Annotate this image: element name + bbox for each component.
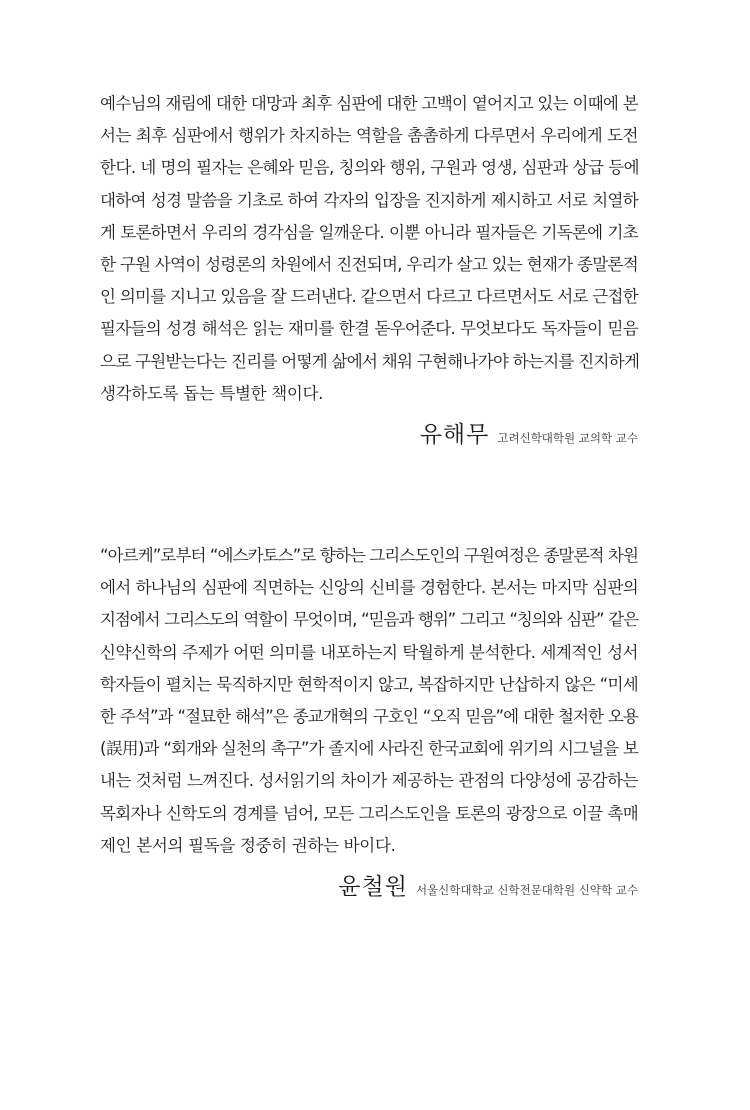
paragraph-line: (誤用)과 “회개와 실천의 촉구”가 졸지에 사라진 한국교회에 위기의 시그널을 보 bbox=[100, 739, 638, 759]
author-title: 서울신학대학교 신학전문대학원 신약학 교수 bbox=[415, 882, 638, 897]
author-name: 윤철원 bbox=[338, 873, 408, 900]
signature bbox=[100, 868, 638, 901]
paragraph-line: “아르케”로부터 “에스카토스”로 향하는 그리스도인의 구원여정은 종말론적 차원 bbox=[100, 546, 638, 565]
paragraph-line: 신약신학의 주제가 어떤 의미를 내포하는지 탁월하게 분석한다. 세계적인 성서 bbox=[100, 642, 638, 662]
endorsement-yoo-haemu bbox=[100, 88, 638, 449]
paragraph-line: 필자들의 성경 해석은 읽는 재미를 한결 돋우어준다. 무엇보다도 독자들이 믿음 bbox=[100, 319, 638, 339]
paragraph-line: 목회자나 신학도의 경계를 넘어, 모든 그리스도인을 토론의 광장으로 이끌 촉매 bbox=[100, 803, 638, 823]
paragraph-line: 내는 것처럼 느껴진다. 성서읽기의 차이가 제공하는 관점의 다양성에 공감하는 bbox=[100, 771, 638, 791]
author-title: 고려신학대학원 교의학 교수 bbox=[497, 430, 638, 445]
paragraph-line: 서는 최후 심판에서 행위가 차지하는 역할을 촘촘하게 다루면서 우리에게 도전 bbox=[100, 126, 638, 146]
paragraph-line: 게 토론하면서 우리의 경각심을 일깨운다. 이뿐 아니라 필자들은 기독론에 기초 bbox=[100, 222, 638, 242]
paragraph-line: 제인 본서의 필독을 정중히 권하는 바이다. bbox=[100, 835, 396, 855]
paragraph-line: 대하여 성경 말씀을 기초로 하여 각자의 입장을 진지하게 제시하고 서로 치열하 bbox=[100, 190, 638, 210]
paragraph-line: 예수님의 재림에 대한 대망과 최후 심판에 대한 고백이 옅어지고 있는 이때에 본 bbox=[100, 94, 638, 113]
endorsement-yoon-cheolwon bbox=[100, 540, 638, 901]
author-name: 유해무 bbox=[419, 421, 490, 448]
paragraph-line: 으로 구원받는다는 진리를 어떻게 삶에서 채워 구현해나가야 하는지를 진지하게 bbox=[100, 351, 640, 371]
paragraph-line: 인 의미를 지니고 있음을 잘 드러낸다. 같으면서 다르고 다르면서도 서로 근접한 bbox=[100, 287, 638, 307]
endorsement-paragraph bbox=[100, 88, 638, 410]
paragraph-line: 지점에서 그리스도의 역할이 무엇이며, “믿음과 행위” 그리고 “칭의와 심판” 같은 bbox=[100, 610, 638, 630]
paragraph-line: 에서 하나님의 심판에 직면하는 신앙의 신비를 경험한다. 본서는 마지막 심판의 bbox=[100, 578, 638, 598]
signature bbox=[100, 416, 638, 449]
endorsement-paragraph bbox=[100, 540, 638, 862]
paragraph-line: 한다. 네 명의 필자는 은혜와 믿음, 칭의와 행위, 구원과 영생, 심판과 상급 등에 bbox=[100, 158, 640, 178]
paragraph-line: 한 주석”과 “절묘한 해석”은 종교개혁의 구호인 “오직 믿음”에 대한 철저한 오용 bbox=[100, 706, 638, 726]
paragraph-line: 생각하도록 돕는 특별한 책이다. bbox=[100, 383, 324, 403]
paragraph-line: 학자들이 펼치는 묵직하지만 현학적이지 않고, 복잡하지만 난삽하지 않은 “미세 bbox=[100, 674, 638, 694]
paragraph-line: 한 구원 사역이 성령론의 차원에서 진전되며, 우리가 살고 있는 현재가 종말론적 bbox=[100, 254, 638, 274]
